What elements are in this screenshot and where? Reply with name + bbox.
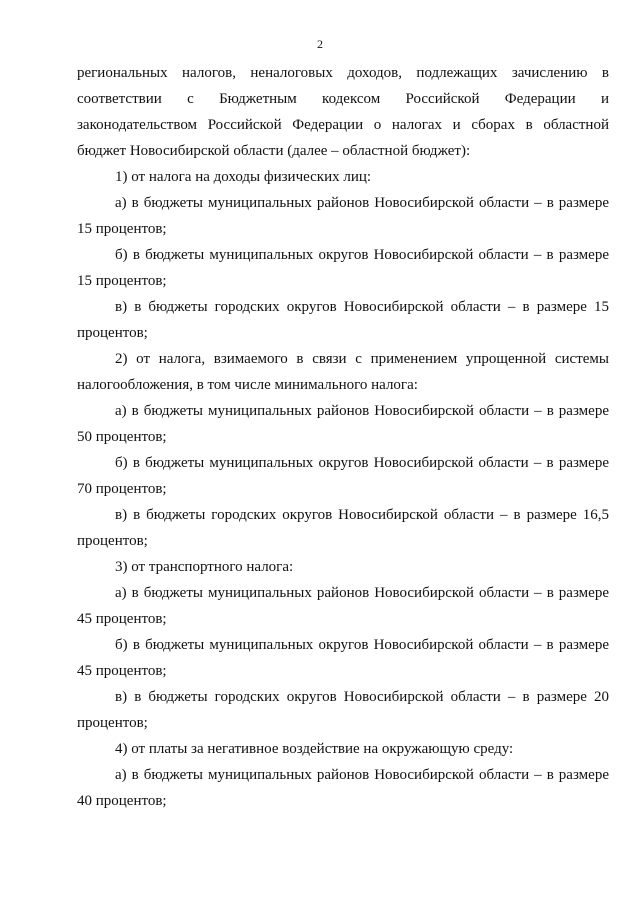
text-line: 4) от платы за негативное воздействие на окружающую среду: [115, 741, 514, 757]
text-line: 1) от налога на доходы физических лиц: [115, 169, 372, 185]
text-line: региональных налогов, неналоговых доходов, подлежащих зачислению в [77, 65, 609, 81]
text-line: в) в бюджеты городских округов Новосибирской области – в размере 16,5 [115, 507, 609, 523]
page-number: 2 [317, 37, 323, 51]
text-line: бюджет Новосибирской области (далее – областной бюджет): [77, 143, 471, 159]
text-line: 3) от транспортного налога: [115, 559, 294, 575]
text-line: а) в бюджеты муниципальных районов Новосибирской области – в размере [115, 767, 609, 783]
text-line: 40 процентов; [77, 793, 167, 809]
text-line: процентов; [77, 533, 148, 549]
text-line: а) в бюджеты муниципальных районов Новосибирской области – в размере [115, 403, 609, 419]
text-line: 2) от налога, взимаемого в связи с применением упрощенной системы [115, 351, 609, 367]
text-line: процентов; [77, 715, 148, 731]
text-line: а) в бюджеты муниципальных районов Новосибирской области – в размере [115, 585, 609, 601]
text-line: 45 процентов; [77, 663, 167, 679]
text-line: 50 процентов; [77, 429, 167, 445]
text-line: законодательством Российской Федерации о налогах и сборах в областной [77, 117, 609, 133]
text-line: а) в бюджеты муниципальных районов Новосибирской области – в размере [115, 195, 609, 211]
text-line: налогообложения, в том числе минимального налога: [77, 377, 418, 393]
text-line: процентов; [77, 325, 148, 341]
text-line: б) в бюджеты муниципальных округов Новосибирской области – в размере [115, 455, 609, 471]
text-line: 15 процентов; [77, 273, 167, 289]
text-line: 15 процентов; [77, 221, 167, 237]
text-line: 45 процентов; [77, 611, 167, 627]
text-line: в) в бюджеты городских округов Новосибирской области – в размере 15 [115, 299, 609, 315]
document-body [77, 60, 609, 814]
text-line: в) в бюджеты городских округов Новосибирской области – в размере 20 [115, 689, 609, 705]
text-line: б) в бюджеты муниципальных округов Новосибирской области – в размере [115, 247, 609, 263]
text-line: 70 процентов; [77, 481, 167, 497]
text-line: б) в бюджеты муниципальных округов Новосибирской области – в размере [115, 637, 609, 653]
text-line: соответствии с Бюджетным кодексом Российской Федерации и [77, 91, 609, 107]
